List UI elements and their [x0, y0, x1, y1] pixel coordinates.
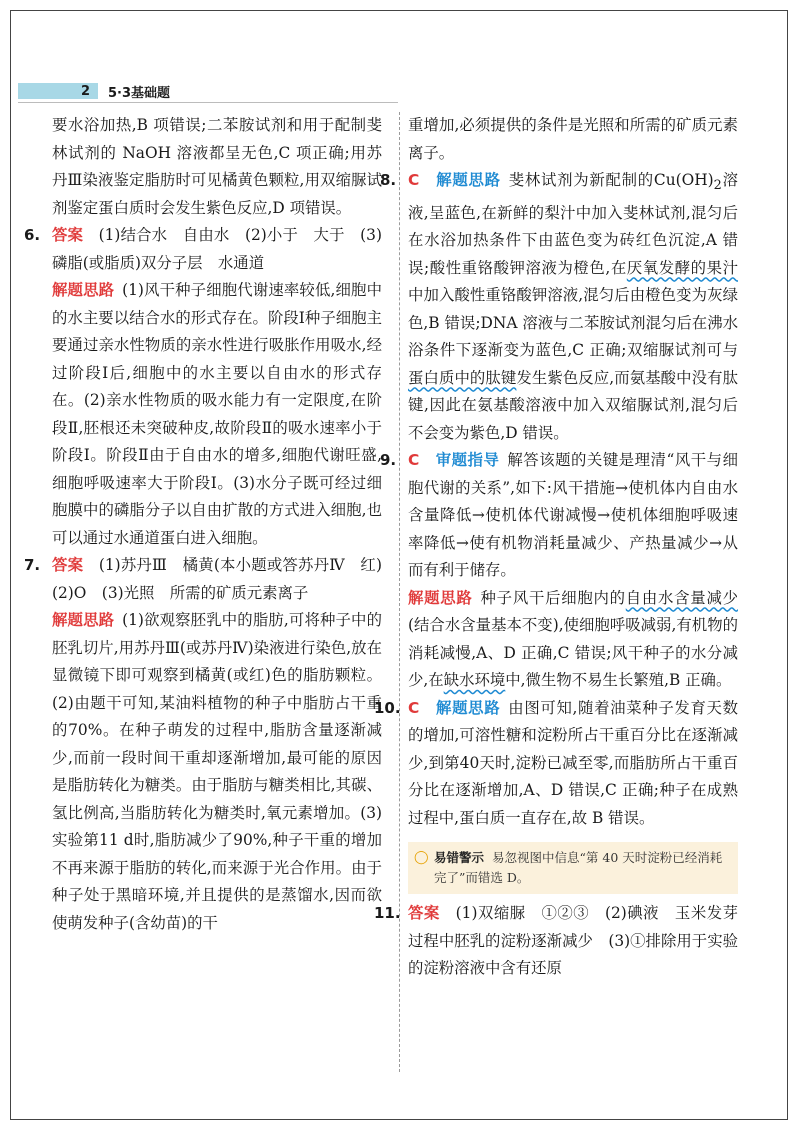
- q9-emphasis-2: 缺水环境: [443, 671, 506, 690]
- q9-text-3: 中,微生物不易生长繁殖,B 正确。: [505, 671, 732, 690]
- question-9: [380, 447, 738, 695]
- q8-text-1: 斐林试剂为新配制的Cu(OH): [508, 171, 714, 189]
- q9-text-1: 种子风干后细胞内的: [480, 588, 626, 607]
- answer-tag: 答案: [52, 556, 84, 574]
- q8-body: [408, 167, 738, 447]
- answer-letter: C: [408, 451, 420, 470]
- q7-continuation: 重增加,必须提供的条件是光照和所需的矿质元素离子。: [408, 116, 738, 162]
- right-column: [374, 112, 738, 983]
- q5-continuation: 要水浴加热,B 项错误;二苯胺试剂和用于配制斐林试剂的 NaOH 溶液都呈无色,C 项正确;用苏丹Ⅲ染液鉴定脂肪时可见橘黄色颗粒,用双缩脲试剂鉴定蛋白质时会发生紫色反应,D 项错误。: [52, 116, 382, 217]
- q11-answer-text: (1)双缩脲 ①②③ (2)碘液 玉米发芽过程中胚乳的淀粉逐渐减少 (3)①排除用于实验的淀粉溶液中含有还原: [408, 904, 738, 978]
- q7-answer: [52, 552, 398, 607]
- q10-text: 由图可知,随着油菜种子发育天数的增加,可溶性糖和淀粉所占干重百分比在逐渐减少,到第40天时,淀粉已减至零,而脂肪所占干重百分比在逐渐增加,A、D 错误,C 正确;种子在成熟过程中,蛋白质一直存在,故 B 错误。: [408, 698, 738, 827]
- page-number-band: [18, 83, 98, 99]
- answer-letter: C: [408, 171, 420, 189]
- q11-answer: [408, 900, 738, 983]
- mistake-warning-box: [408, 842, 738, 894]
- q8-text-4: 发生紫色反应,而氨基酸中没有肽键,因此在氨基酸溶液中加入双缩脲试剂,混匀后不会变为紫色,D 错误。: [408, 368, 738, 442]
- warning-tag: 易错警示: [434, 850, 485, 866]
- question-number: 6.: [24, 226, 41, 244]
- q9-explanation: [408, 585, 738, 695]
- question-number: 7.: [24, 556, 41, 574]
- magnifier-icon: ◯: [414, 850, 429, 866]
- question-number: 11.: [374, 904, 401, 923]
- subscript: 2: [713, 178, 722, 194]
- q6-answer-text: (1)结合水 自由水 (2)小于 大于 (3)磷脂(或脂质)双分子层 水通道: [52, 226, 382, 272]
- question-6: [24, 222, 382, 552]
- q6-explanation-text: (1)风干种子细胞代谢速率较低,细胞中的水主要以结合水的形式存在。阶段Ⅰ种子细胞主要通过亲水性物质的亲水性进行吸胀作用吸水,经过阶段Ⅰ后,细胞中的水主要以自由水的形式存在。(2)亲水性物质的吸水能力有一定限度,在阶段Ⅱ,胚根还未突破种皮,故阶段Ⅱ的吸水速率小于阶段Ⅰ。阶段Ⅱ由于自由水的增多,细胞代谢旺盛,细胞呼吸速率大于阶段Ⅰ。(3)水分子既可经过细胞膜中的磷脂分子以自由扩散的方式进入细胞,也可以通过水通道蛋白进入细胞。: [52, 281, 382, 547]
- solution-tag: 解题思路: [436, 698, 501, 717]
- question-number: 10.: [374, 698, 401, 717]
- solution-tag: 解题思路: [436, 171, 501, 189]
- q9-guide-text: 解答该题的关键是理清“风干与细胞代谢的关系”,如下:风干措施→使机体内自由水含量降低→使机体代谢减慢→使机体细胞呼吸速率降低→使有机物消耗量减少、产热量减少→从而有利于储存。: [408, 451, 738, 580]
- question-11: [374, 900, 738, 983]
- page-header: [18, 80, 398, 102]
- q9-emphasis-1: 自由水含量减少: [625, 588, 738, 607]
- guide-tag: 审题指导: [435, 451, 500, 470]
- header-rule: [18, 102, 398, 103]
- warning-text: 易忽视图中信息“第 40 天时淀粉已经消耗完了”而错选 D。: [434, 850, 723, 886]
- answer-tag: 答案: [52, 226, 84, 244]
- q7-explanation-text: (1)欲观察胚乳中的脂肪,可将种子中的胚乳切片,用苏丹Ⅲ(或苏丹Ⅳ)染液进行染色,放在显微镜下即可观察到橘黄(或红)色的脂肪颗粒。(2)由题干可知,某油料植物的种子中脂肪占干重的70%。在种子萌发的过程中,脂肪含量逐渐减少,而前一段时间干重却逐渐增加,最可能的原因是脂肪转化为糖类。由于脂肪与糖类相比,其碳、氢比例高,当脂肪转化为糖类时,氧元素增加。(3)实验第11 d时,脂肪减少了90%,种子干重的增加不再来源于脂肪的转化,而来源于光合作用。由于种子处于黑暗环境,并且提供的是蒸馏水,因而欲使萌发种子(含幼苗)的干: [52, 611, 382, 932]
- question-10: [374, 695, 738, 895]
- answer-tag: 答案: [408, 904, 440, 923]
- q9-text-2: (结合水含量基本不变),使细胞呼吸减弱,有机物的消耗减慢,A、D 正确,C 错误;风干种子的水分减少,在: [408, 616, 738, 690]
- q8-text-3: 中加入酸性重铬酸钾溶液,混匀后由橙色变为灰绿色,B 错误;DNA 溶液与二苯胺试剂混匀后在沸水浴条件下逐渐变为蓝色,C 正确;双缩脲试剂可与: [408, 286, 738, 360]
- page-number: 2: [80, 83, 90, 99]
- answer-letter: C: [408, 698, 420, 717]
- solution-tag: 解题思路: [52, 281, 115, 299]
- q7-answer-text: (1)苏丹Ⅲ 橘黄(本小题或答苏丹Ⅳ 红) (2)O (3)光照 所需的矿质元素离子: [52, 556, 398, 602]
- column-divider: [399, 112, 400, 1072]
- solution-tag: 解题思路: [52, 611, 115, 629]
- q8-text-2: 溶液,呈蓝色,在新鲜的梨汁中加入斐林试剂,混匀后在水浴加热条件下由蓝色变为砖红色沉淀,A 错误;酸性重铬酸钾溶液为橙色,在: [408, 171, 738, 277]
- question-number: 9.: [380, 451, 397, 470]
- q6-answer: [52, 222, 382, 277]
- solution-tag: 解题思路: [408, 588, 473, 607]
- q7-explanation: [52, 607, 382, 937]
- q8-emphasis-1: 厌氧发酵的果汁: [626, 258, 738, 277]
- book-title: 5·3基础题: [108, 85, 171, 101]
- q10-body: [408, 695, 738, 833]
- q8-emphasis-2: 蛋白质中的肽键: [408, 368, 517, 387]
- question-number: 8.: [380, 171, 397, 189]
- q6-explanation: [52, 277, 382, 552]
- question-8: [380, 167, 738, 447]
- q9-guide: [408, 447, 738, 585]
